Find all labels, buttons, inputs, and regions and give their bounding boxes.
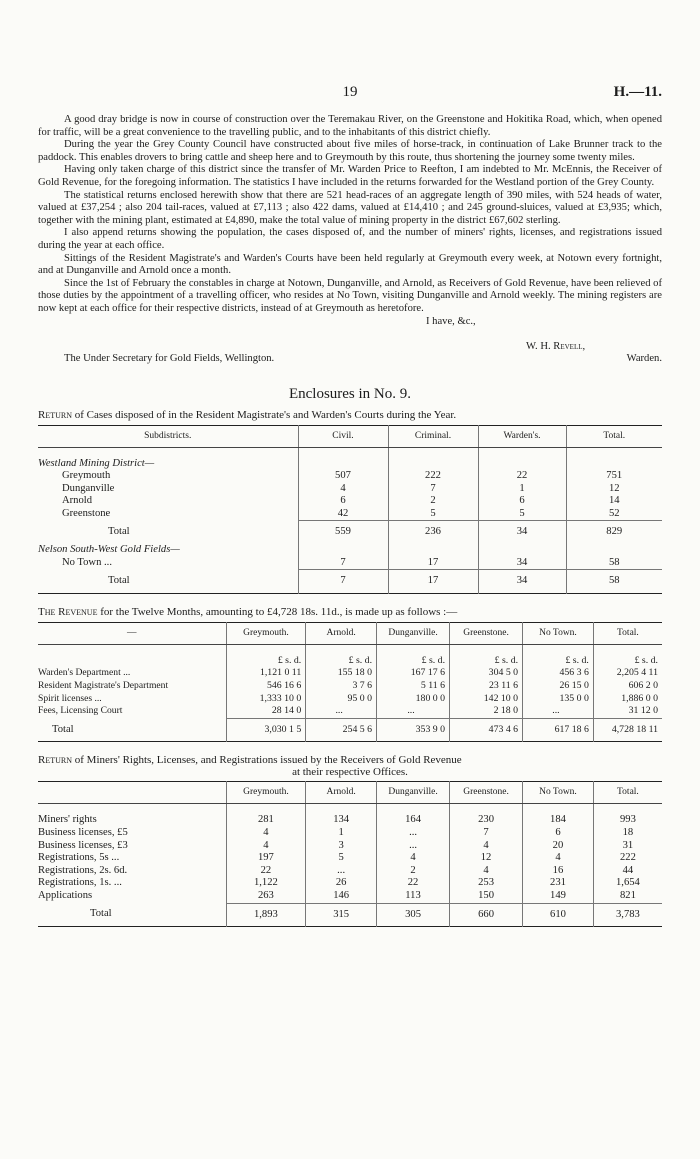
table1-title: Return of Cases disposed of in the Resident Magistrate's and Warden's Courts during the Year. [38,408,457,421]
table-row: Business licenses, £3 4 3 ... 4 20 31 [38,840,662,853]
paragraph: During the year the Grey County Council have constructed about five miles of horse-track, in continuation of Lake Brunner track to the paddock. This enables drovers to bring cattle and sheep here and to Greymouth by this route, thus shortening the journey some twenty miles. [38,139,662,163]
table-row: Business licenses, £5 4 1 ... 7 6 18 [38,827,662,840]
table-row: Fees, Licensing Court 28 14 0 ... ... 2 18 0 ... 31 12 0 [38,705,662,718]
header-total: Total. [566,425,662,447]
header-criminal: Criminal. [388,425,478,447]
table-row: Registrations, 1s. ... 1,122 26 22 253 231 1,654 [38,877,662,890]
header-wardens: Warden's. [478,425,566,447]
paragraph: Having only taken charge of this district since the transfer of Mr. Warden Price to Reefton, I am indebted to Mr. McEnnis, the Receiver of Gold Revenue, for the foregoing information. The statistics I have included in the returns forwarded for the Westland portion of the Grey County. [38,164,662,188]
group-label: Westland Mining District— [38,457,155,469]
table-header-row: — Greymouth. Arnold. Dunganville. Greenstone. No Town. Total. [38,622,662,644]
document-code: H.—11. [613,84,662,100]
table2-title: The Revenue for the Twelve Months, amounting to £4,728 18s. 11d., is made up as follows :— [38,605,458,618]
cases-table [38,425,662,594]
page-header [38,84,662,114]
total-row: Total 7 17 34 58 [38,570,662,594]
header-civil: Civil. [298,425,388,447]
table-row: Applications 263 146 113 150 149 821 [38,890,662,903]
enclosures-title: Enclosures in No. 9. [288,385,412,402]
table-row: Greymouth 507 222 22 751 [38,470,662,483]
paragraph: A good dray bridge is now in course of construction over the Teremakau River, on the Greenstone and Hokitika Road, which, when opened for traffic, will be a great convenience to the travelling public, and to the inhabitants of this district chiefly. [38,114,662,138]
table-header-row: Greymouth. Arnold. Dunganville. Greenstone. No Town. Total. [38,782,662,804]
header-subdistricts: Subdistricts. [38,425,298,447]
signature-name: W. H. Revell, [526,340,586,352]
paragraph: Sittings of the Resident Magistrate's and Warden's Courts have been held regularly at Greymouth every week, at Notown every fortnight, and at Dunganville and Arnold once a month. [38,252,662,277]
letter-body [38,114,662,316]
total-row: Total 559 236 34 829 [38,521,662,544]
addressee: The Under Secretary for Gold Fields, Wellington. [64,353,275,365]
group-row [38,544,662,557]
table-row: Arnold 6 2 6 14 [38,495,662,508]
table-row: Dunganville 4 7 1 12 [38,483,662,496]
table-row: Registrations, 2s. 6d. 22 ... 2 4 16 44 [38,865,662,878]
table-row: Resident Magistrate's Department 546 16 6 3 7 6 5 11 6 23 11 6 26 15 0 606 2 0 [38,680,662,693]
group-label: Nelson South-West Gold Fields— [38,544,180,556]
table3-title: Return of Miners' Rights, Licenses, and Registrations issued by the Receivers of Gold Revenue [38,754,462,767]
document-page [38,0,662,927]
table-row: Warden's Department ... 1,121 0 11 155 18 0 167 17 6 304 5 0 456 3 6 2,205 4 11 [38,667,662,680]
total-row: Total 1,893 315 305 660 610 3,783 [38,903,662,927]
letter-closing [38,316,662,368]
total-row: Total 3,030 1 5 254 5 6 353 9 0 473 4 6 617 18 6 4,728 18 11 [38,718,662,742]
paragraph: I also append returns showing the population, the cases disposed of, and the number of miners' rights, licenses, and registrations issued during the year at each office. [38,227,662,251]
paragraph: The statistical returns enclosed herewith show that there are 521 head-races of an aggregate length of 390 miles, with 524 heads of water, valued at £37,254 ; also 204 tail-races, valued at £7,113 ; also 422 dams, valued at £14,410 ; and 245 ground-sluices, valued at £3,935; which, together with the mining plant, estimated at £4,890, make the total value of mining property in the district £67,602 sterling. [38,189,662,226]
units-row: £ s. d. £ s. d. £ s. d. £ s. d. £ s. d. £ s. d. [38,655,662,668]
table-row: No Town ... 7 17 34 58 [38,557,662,570]
signature-title: Warden. [626,353,662,365]
group-row [38,458,662,471]
revenue-table [38,622,662,743]
page-number: 19 [342,84,358,100]
table-row: Miners' rights 281 134 164 230 184 993 [38,814,662,827]
table3-title-line2: at their respective Offices. [292,766,408,779]
table-row: Registrations, 5s ... 197 5 4 12 4 222 [38,852,662,865]
miners-rights-table [38,781,662,927]
paragraph: Since the 1st of February the constables in charge at Notown, Dunganville, and Arnold, as Receivers of Gold Revenue, have been relieved of those duties by the appointment of a travelling officer, who resides at No Town, visiting Dunganville and Arnold weekly. The mining registers are now kept at each office for their respective districts, instead of at Greymouth as heretofore. [38,277,662,314]
table-row: Greenstone 42 5 5 52 [38,508,662,521]
table-header-row [38,425,662,447]
table-row: Spirit licenses ... 1,333 10 0 95 0 0 180 0 0 142 10 0 135 0 0 1,886 0 0 [38,693,662,706]
closing-salutation: I have, &c., [426,315,476,327]
